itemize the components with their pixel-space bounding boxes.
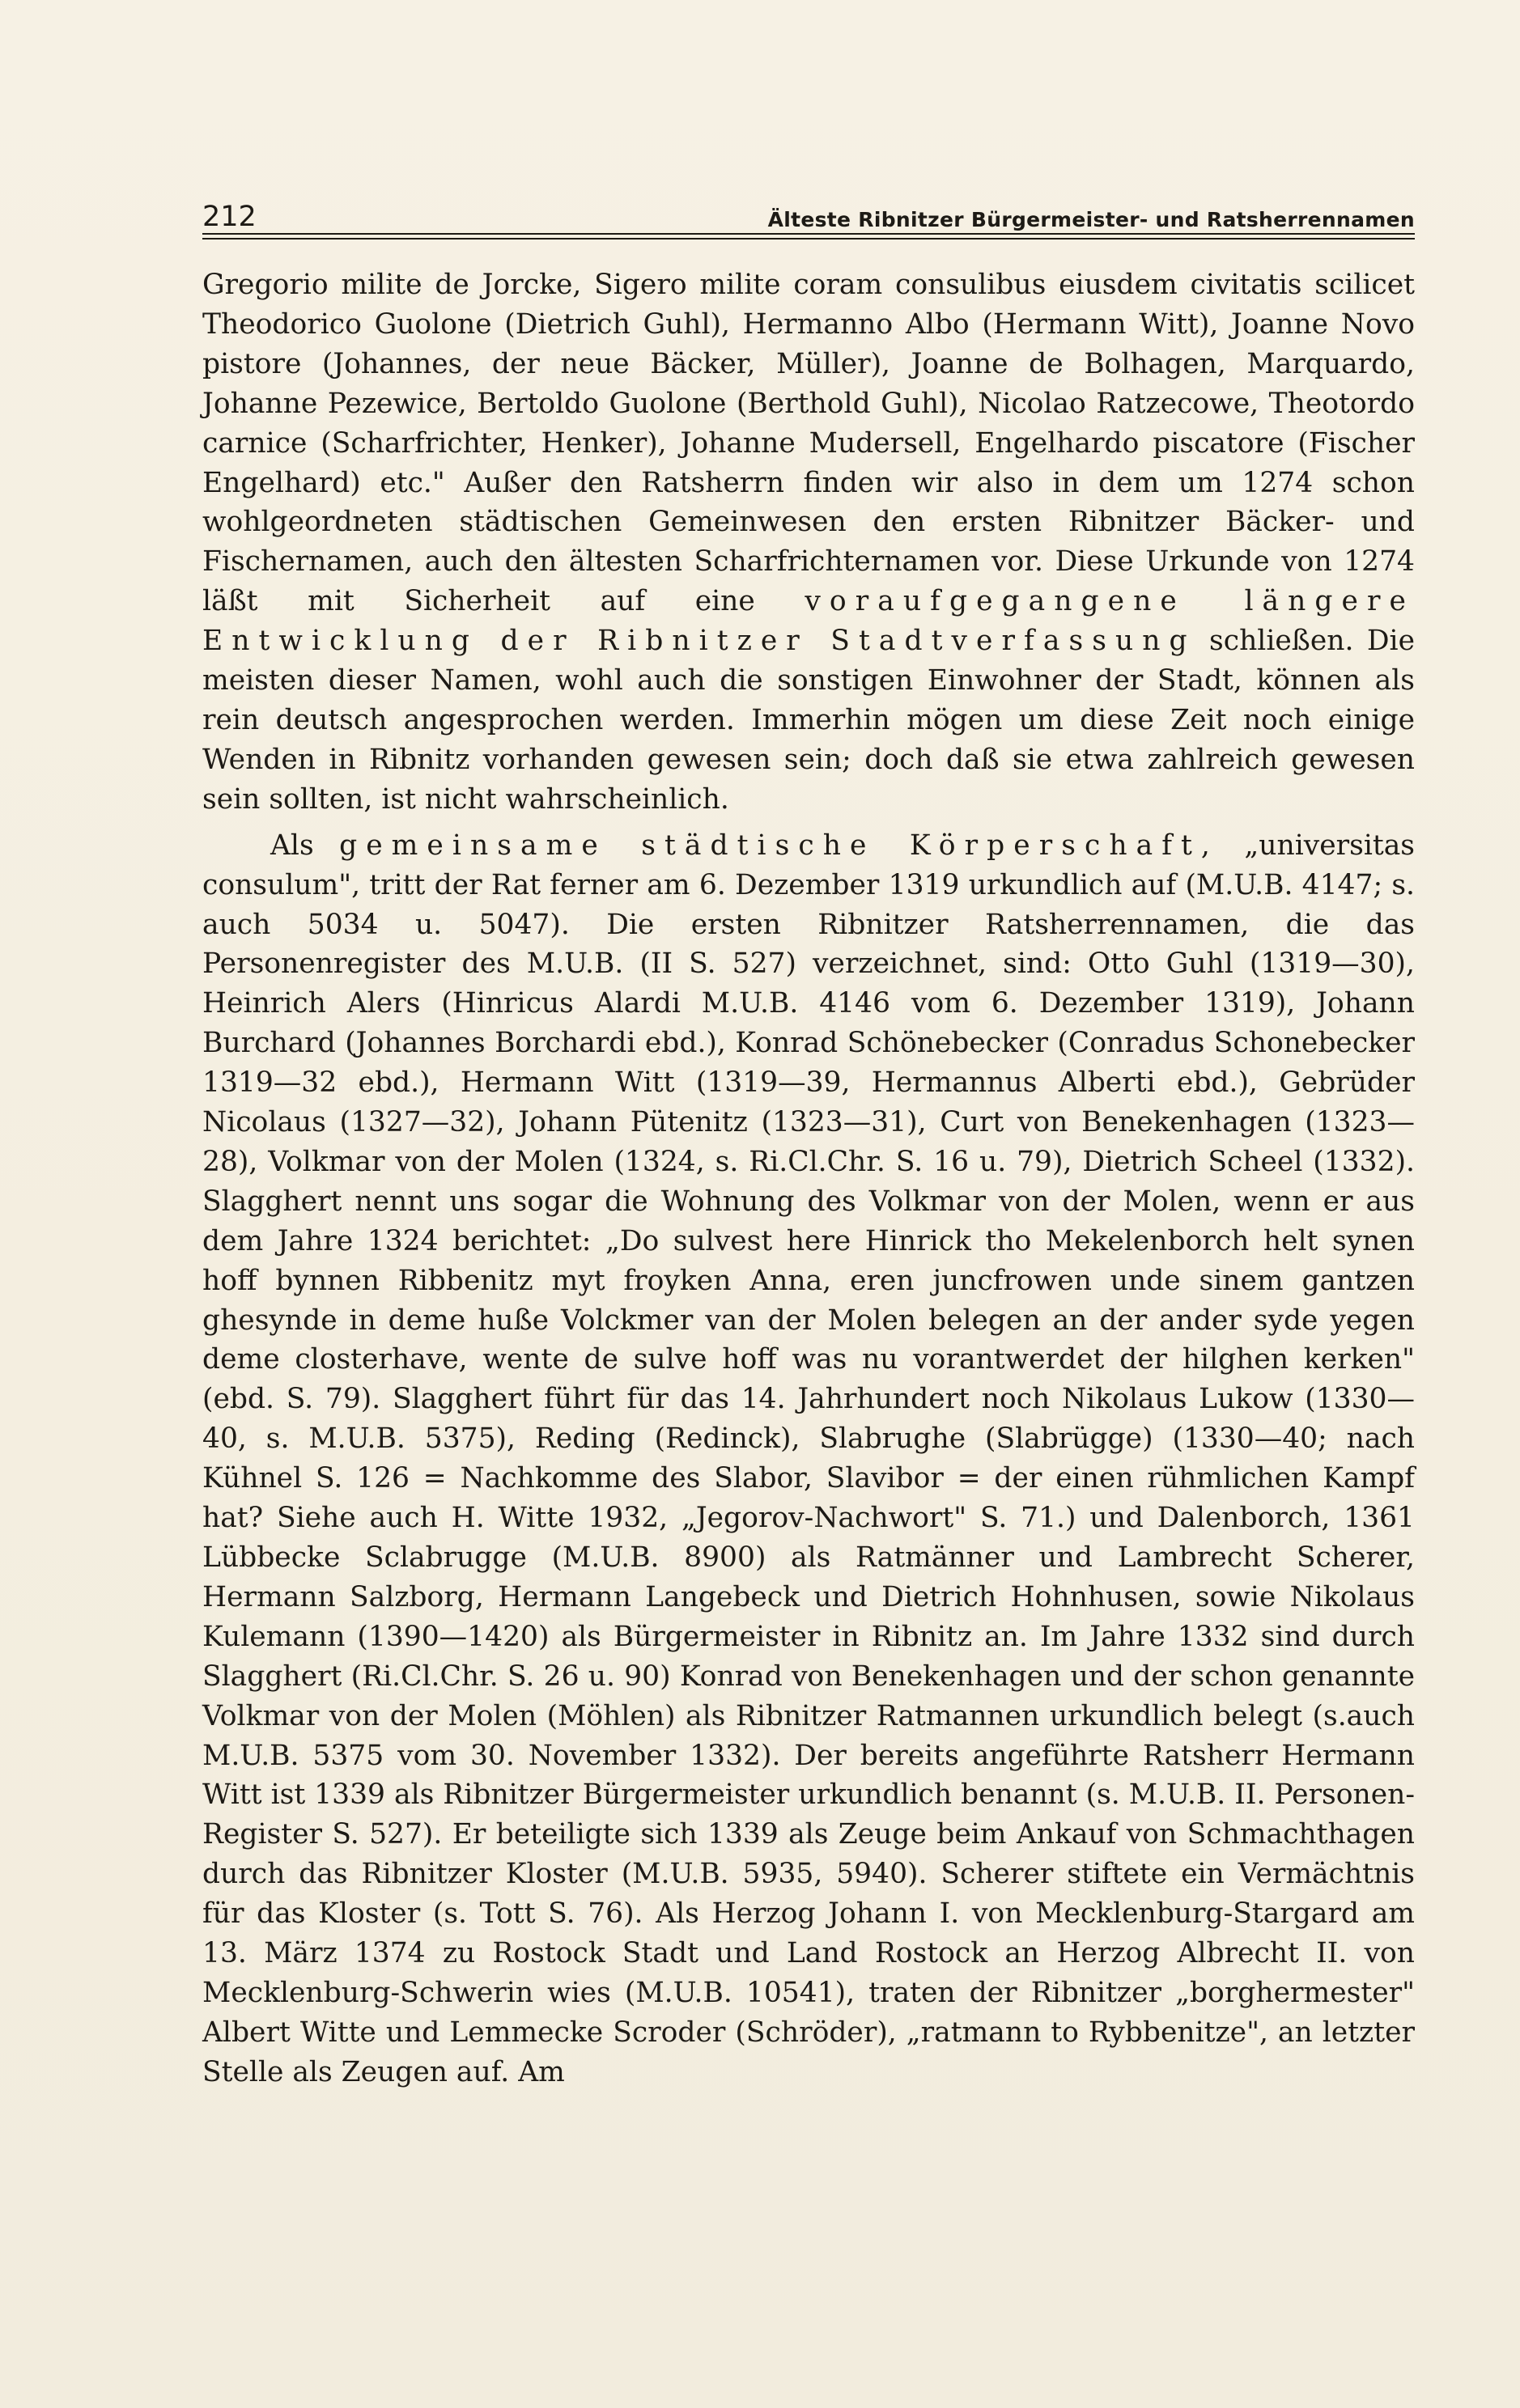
body-text bbox=[202, 265, 1415, 2092]
paragraph-1 bbox=[202, 265, 1415, 820]
paragraph-2-text-b: „universitas consulum", tritt der Rat ferner am 6. Dezember 1319 urkundlich auf (M.U.B. 4147; s. auch 5034 u. 5047). Die ersten Ribnitzer Ratsherrennamen, die das Personenregister des M.U.B. (II S. 527) verzeichnet, sind: Otto Guhl (1319—30), Heinrich Alers (Hinricus Alardi M.U.B. 4146 vom 6. Dezember 1319), Johann Burchard (Johannes Borchardi ebd.), Konrad Schönebecker (Conradus Schonebecker 1319—32 ebd.), Hermann Witt (1319—39, Hermannus Alberti ebd.), Gebrüder Nicolaus (1327—32), Johann Pütenitz (1323—31), Curt von Benekenhagen (1323—28), Volkmar von der Molen (1324, s. Ri.Cl.Chr. S. 16 u. 79), Dietrich Scheel (1332). Slagghert nennt uns sogar die Wohnung des Volkmar von der Molen, wenn er aus dem Jahre 1324 berichtet: „Do sulvest here Hinrick tho Mekelenborch helt synen hoff bynnen Ribbenitz myt froyken Anna, eren juncfrowen unde sinem gantzen ghesynde in deme huße Volckmer van der Molen belegen an der ander syde yegen deme closterhave, wente de sulve hoff was nu vorantwerdet der hilghen kerken" (ebd. S. 79). Slagghert führt für das 14. Jahrhundert noch Nikolaus Lukow (1330—40, s. M.U.B. 5375), Reding (Redinck), Slabrughe (Slabrügge) (1330—40; nach Kühnel S. 126 = Nachkomme des Slabor, Slavibor = der einen rühmlichen Kampf hat? Siehe auch H. Witte 1932, „Jegorov-Nachwort" S. 71.) und Dalenborch, 1361 Lübbecke Sclabrugge (M.U.B. 8900) als Ratmänner und Lambrecht Scherer, Hermann Salzborg, Hermann Langebeck und Dietrich Hohnhusen, sowie Nikolaus Kulemann (1390—1420) als Bürgermeister in Ribnitz an. Im Jahre 1332 sind durch Slagghert (Ri.Cl.Chr. S. 26 u. 90) Konrad von Benekenhagen und der schon genannte Volkmar von der Molen (Möhlen) als Ribnitzer Ratmannen urkundlich belegt (s.auch M.U.B. 5375 vom 30. November 1332). Der bereits angeführte Ratsherr Hermann Witt ist 1339 als Ribnitzer Bürgermeister urkundlich benannt (s. M.U.B. II. Personen-Register S. 527). Er beteiligte sich 1339 als Zeuge beim Ankauf von Schmachthagen durch das Ribnitzer Kloster (M.U.B. 5935, 5940). Scherer stiftete ein Vermächtnis für das Kloster (s. Tott S. 76). Als Herzog Johann I. von Mecklenburg-Stargard am 13. März 1374 zu Rostock Stadt und Land Rostock an Herzog Albrecht II. von Mecklenburg-Schwerin wies (M.U.B. 10541), traten der Ribnitzer „borghermester" Albert Witte und Lemmecke Scroder (Schröder), „ratmann to Rybbenitze", an letzter Stelle als Zeugen auf. Am bbox=[202, 829, 1416, 2088]
page-number: 212 bbox=[202, 201, 257, 233]
paragraph-2-text-a: Als bbox=[270, 829, 340, 862]
paragraph-1-spaced-emphasis: voraufgegangene längere Entwicklung der Ribnitzer Stadtverfassung bbox=[202, 585, 1415, 658]
page-header bbox=[202, 197, 1415, 235]
header-rule-bottom bbox=[202, 238, 1415, 240]
paragraph-2 bbox=[202, 826, 1415, 2092]
running-head: Älteste Ribnitzer Bürgermeister- und Ratsherrennamen bbox=[767, 208, 1415, 231]
header-rule-top bbox=[202, 233, 1415, 235]
paragraph-1-text-a: Gregorio milite de Jorcke, Sigero milite coram consulibus eiusdem civitatis scilicet Theodorico Guolone (Dietrich Guhl), Hermanno Albo (Hermann Witt), Joanne Novo pistore (Johannes, der neue Bäcker, Müller), Joanne de Bolhagen, Marquardo, Johanne Pezewice, Bertoldo Guolone (Berthold Guhl), Nicolao Ratzecowe, Theotordo carnice (Scharfrichter, Henker), Johanne Mudersell, Engelhardo piscatore (Fischer Engelhard) etc." Außer den Ratsherrn finden wir also in dem um 1274 schon wohlgeordneten städtischen Gemeinwesen den ersten Ribnitzer Bäcker- und Fischernamen, auch den ältesten Scharfrichternamen vor. Diese Urkunde von 1274 läßt mit Sicherheit auf eine bbox=[202, 269, 1415, 618]
paragraph-2-spaced-emphasis: gemeinsame städtische Körperschaft, bbox=[339, 829, 1219, 862]
paragraph-1-text-b: schließen. Die meisten dieser Namen, wohl auch die sonstigen Einwohner der Stadt, können als rein deutsch angesprochen werden. Immerhin mögen um diese Zeit noch einige Wenden in Ribnitz vorhanden gewesen sein; doch daß sie etwa zahlreich gewesen sein sollten, ist nicht wahrscheinlich. bbox=[202, 625, 1415, 816]
